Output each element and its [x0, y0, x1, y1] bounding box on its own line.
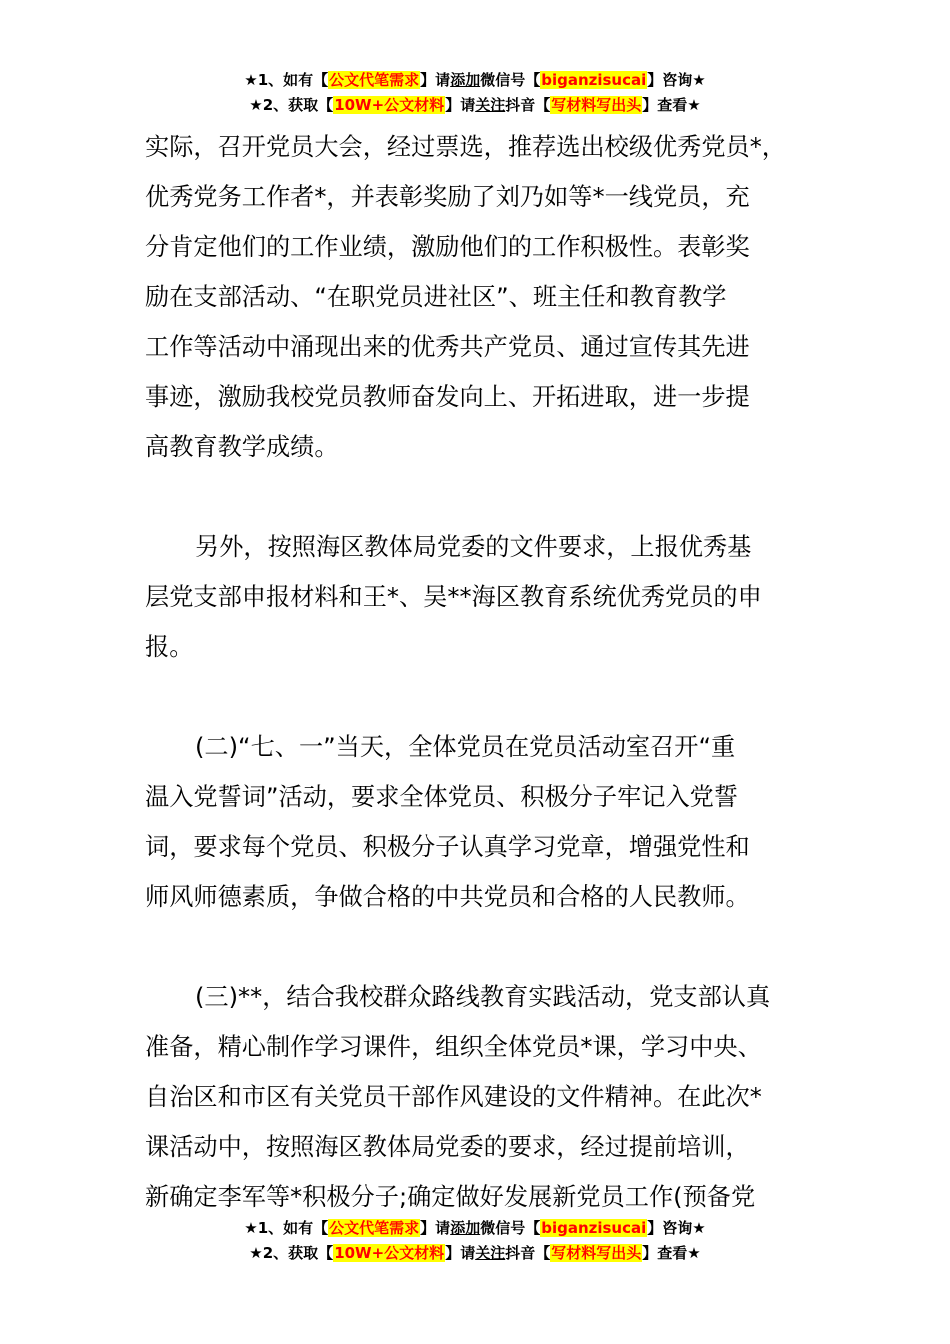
text-line: 课活动中，按照海区教体局党委的要求，经过提前培训，: [145, 1133, 750, 1161]
text-line: 层党支部申报材料和王*、吴**海区教育系统优秀党员的申: [145, 583, 762, 611]
banner-line-2: ★2、获取【10W+公文材料】请关注抖音【写材料写出头】查看★: [249, 96, 701, 114]
highlight-materials: 10W+公文材料: [334, 96, 445, 114]
paragraph-gap: [145, 672, 815, 722]
text-line: 报。: [145, 633, 194, 661]
text-line: 事迹，激励我校党员教师奋发向上、开拓进取，进一步提: [145, 383, 750, 411]
text-line: 实际，召开党员大会，经过票选，推荐选出校级优秀党员*，: [145, 133, 786, 161]
paragraph-1: [145, 122, 815, 472]
paragraph-2: [145, 522, 815, 672]
footer-banner: [0, 1216, 950, 1266]
text-line: 优秀党务工作者*，并表彰奖励了刘乃如等*一线党员，充: [145, 183, 750, 211]
highlight-wechat-id: biganzisucai: [541, 1219, 647, 1237]
paragraph-3: [145, 722, 815, 922]
paragraph-gap: [145, 922, 815, 972]
text-line: 词，要求每个党员、积极分子认真学习党章，增强党性和: [145, 833, 750, 861]
text-line: 师风师德素质，争做合格的中共党员和合格的人民教师。: [145, 883, 750, 911]
banner-line-2: ★2、获取【10W+公文材料】请关注抖音【写材料写出头】查看★: [249, 1244, 701, 1262]
text-line: 温入党誓词”活动，要求全体党员、积极分子牢记入党誓: [145, 783, 739, 811]
document-body: [145, 122, 815, 1222]
highlight-douyin: 写材料写出头: [551, 96, 642, 114]
highlight-wechat-id: biganzisucai: [541, 71, 647, 89]
highlight-service: 公文代笔需求: [329, 71, 420, 89]
text-line: (二)“七、一”当天，全体党员在党员活动室召开“重: [195, 733, 736, 761]
highlight-douyin: 写材料写出头: [551, 1244, 642, 1262]
header-banner: [0, 68, 950, 118]
highlight-service: 公文代笔需求: [329, 1219, 420, 1237]
banner-line-1: ★1、如有【公文代笔需求】请添加微信号【biganzisucai】咨询★: [244, 1219, 706, 1237]
text-line: 新确定李军等*积极分子;确定做好发展新党员工作(预备党: [145, 1183, 756, 1211]
text-line: 另外，按照海区教体局党委的文件要求，上报优秀基: [195, 533, 752, 561]
banner-line-1: ★1、如有【公文代笔需求】请添加微信号【biganzisucai】咨询★: [244, 71, 706, 89]
text-line: 准备，精心制作学习课件，组织全体党员*课，学习中央、: [145, 1033, 762, 1061]
text-line: 励在支部活动、“在职党员进社区”、班主任和教育教学: [145, 283, 727, 311]
paragraph-4: [145, 972, 815, 1222]
text-line: 分肯定他们的工作业绩，激励他们的工作积极性。表彰奖: [145, 233, 750, 261]
paragraph-gap: [145, 472, 815, 522]
text-line: 自治区和市区有关党员干部作风建设的文件精神。在此次*: [145, 1083, 762, 1111]
text-line: (三)**，结合我校群众路线教育实践活动，党支部认真: [195, 983, 771, 1011]
text-line: 工作等活动中涌现出来的优秀共产党员、通过宣传其先进: [145, 333, 750, 361]
highlight-materials: 10W+公文材料: [334, 1244, 445, 1262]
text-line: 高教育教学成绩。: [145, 433, 339, 461]
